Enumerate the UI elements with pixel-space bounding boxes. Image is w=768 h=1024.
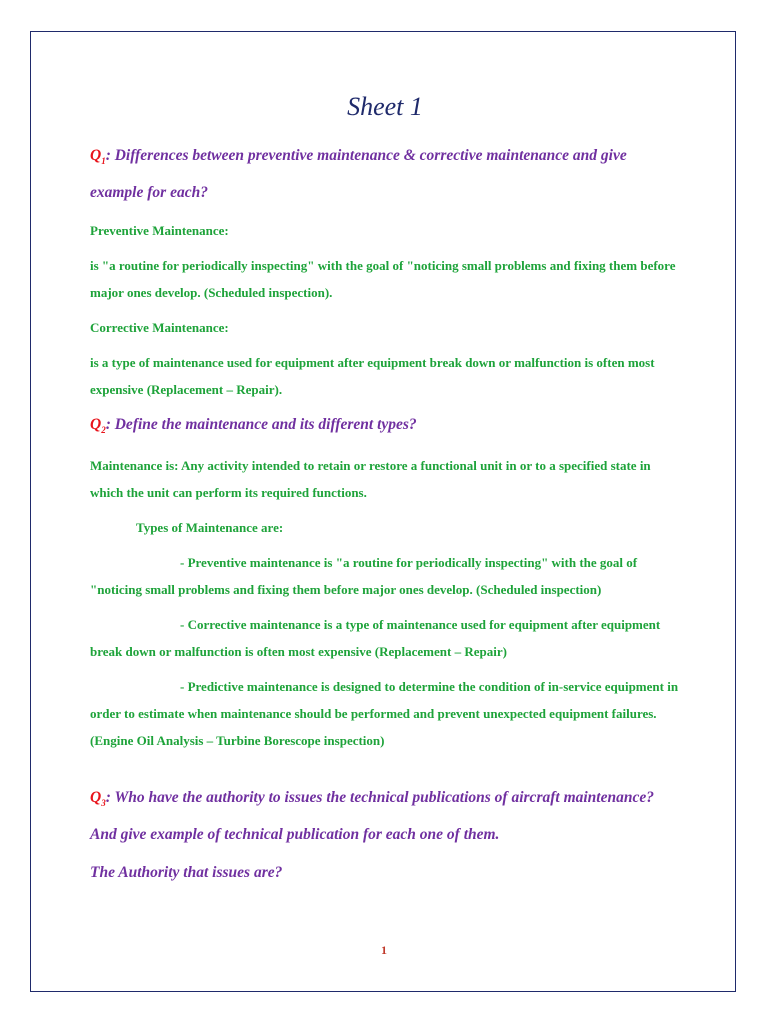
authority-question: The Authority that issues are? bbox=[90, 864, 283, 882]
question-3-number: $Q_3$ bbox=[90, 789, 106, 809]
question-1 bbox=[90, 140, 680, 209]
question-1-number: $Q_1$ bbox=[90, 147, 106, 167]
type-predictive: - Predictive maintenance is designed to determine the condition of in-service equipment in order to estimate when maintenance should be performed and prevent unexpected equipment failures. (Engine Oil Analysis – Turbine Borescope inspection) bbox=[90, 679, 679, 749]
question-2 bbox=[90, 409, 680, 446]
corrective-heading: Corrective Maintenance: bbox=[90, 320, 229, 336]
question-3-text: : Who have the authority to issues the technical publications of aircraft maintenance? And give example of technical publication for each one of them. bbox=[90, 789, 654, 844]
sheet-title: Sheet 1 bbox=[347, 92, 423, 121]
type-preventive: - Preventive maintenance is "a routine for periodically inspecting" with the goal of "noticing small problems and fixing them before major ones develop. (Scheduled inspection) bbox=[90, 555, 638, 598]
question-2-text: : Define the maintenance and its different types? bbox=[105, 416, 417, 434]
preventive-text: is "a routine for periodically inspecting" with the goal of "noticing small problems and fixing them before major ones develop. (Scheduled inspection). bbox=[90, 258, 676, 301]
page-number: 1 bbox=[381, 943, 387, 957]
question-1-text: : Differences between preventive maintenance & corrective maintenance and give example for each? bbox=[90, 147, 627, 202]
types-heading: Types of Maintenance are: bbox=[136, 520, 284, 536]
question-3 bbox=[90, 782, 680, 851]
type-corrective: - Corrective maintenance is a type of maintenance used for equipment after equipment break down or malfunction is often most expensive (Replacement – Repair) bbox=[90, 617, 661, 660]
preventive-heading: Preventive Maintenance: bbox=[90, 223, 229, 239]
question-2-number: $Q_2$ bbox=[90, 416, 106, 436]
corrective-text: is a type of maintenance used for equipment after equipment break down or malfunction is often most expensive (Replacement – Repair). bbox=[90, 355, 655, 398]
document-body bbox=[90, 92, 680, 889]
maintenance-definition: Maintenance is: Any activity intended to retain or restore a functional unit in or to a specified state in which the unit can perform its required functions. bbox=[90, 458, 651, 501]
